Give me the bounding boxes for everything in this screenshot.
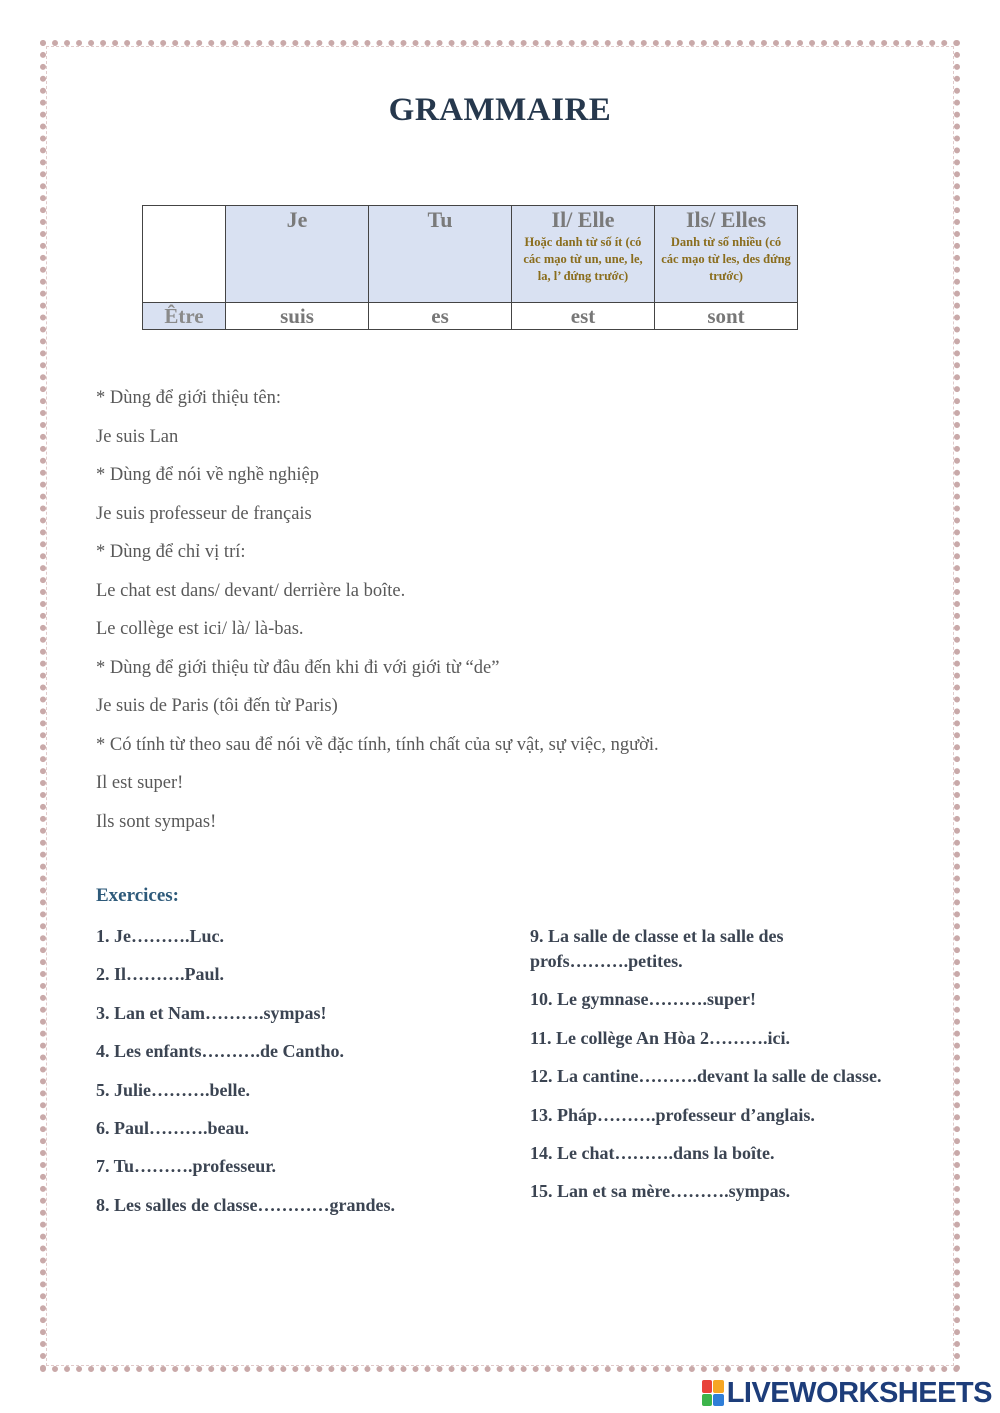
explanation-line: Il est super! (96, 773, 184, 793)
header-je (226, 206, 369, 303)
form-cell: sont (655, 303, 798, 330)
pronoun-label: Je (286, 207, 308, 232)
exercise-item: 11. Le collège An Hòa 2……….ici. (530, 1027, 790, 1048)
explanation-line: * Dùng để nói về nghề nghiệp (96, 465, 319, 485)
form-cell: es (369, 303, 512, 330)
header-tu (369, 206, 512, 303)
logo-text: LIVEWORKSHEETS (726, 1376, 992, 1409)
header-empty-cell (143, 206, 226, 303)
table-verb-row (143, 303, 798, 330)
exercise-item: 14. Le chat……….dans la boîte. (530, 1142, 775, 1163)
exercise-item: 8. Les salles de classe…………grandes. (96, 1194, 395, 1215)
logo-tile (713, 1394, 724, 1407)
logo-tile (702, 1380, 713, 1393)
header-il-elle (512, 206, 655, 303)
exercise-item: 2. Il……….Paul. (96, 964, 225, 985)
form-cell: suis (226, 303, 369, 330)
exercise-item: 1. Je……….Luc. (96, 926, 224, 946)
explanation-line: * Dùng để giới thiệu từ đâu đến khi đi với giới từ “de” (96, 657, 500, 678)
exercise-item: 13. Pháp……….professeur d’anglais. (530, 1104, 815, 1125)
logo-icon (702, 1380, 724, 1406)
pronoun-label: Ils/ Elles (685, 207, 767, 232)
pronoun-label: Il/ Elle (551, 207, 615, 232)
form-cell: est (512, 303, 655, 330)
logo-tile (702, 1394, 713, 1407)
exercises-right-column (530, 924, 890, 1218)
exercise-item: 7. Tu……….professeur. (96, 1156, 277, 1177)
exercise-item: 4. Les enfants……….de Cantho. (96, 1041, 345, 1062)
conjugation-table (142, 205, 798, 330)
explanation-line: Je suis professeur de français (96, 503, 312, 524)
exercise-item: 5. Julie……….belle. (96, 1079, 250, 1100)
explanation-line: * Dùng để giới thiệu tên: (96, 388, 281, 408)
explanation-line: * Có tính từ theo sau để nói về đặc tính, tính chất của sự vật, sự việc, người. (96, 734, 659, 755)
exercise-item: 10. Le gymnase……….super! (530, 989, 756, 1010)
explanation-line: Je suis Lan (96, 426, 179, 447)
exercises-left-column (96, 924, 496, 1231)
exercise-item: 9. La salle de classe et la salle des profs……….petites. (530, 926, 784, 971)
pronoun-note: Hoặc danh từ số ít (có các mạo từ un, une, le, la, l’ đứng trước) (523, 235, 643, 283)
verb-cell: Être (143, 303, 226, 330)
header-ils-elles (655, 206, 798, 303)
explanation-line: Je suis de Paris (tôi đến từ Paris) (96, 696, 338, 716)
exercise-item: 3. Lan et Nam……….sympas! (96, 1002, 327, 1023)
explanation-list (96, 384, 659, 846)
explanation-line: Ils sont sympas! (96, 811, 217, 832)
table-header-row (143, 206, 798, 303)
exercise-item: 12. La cantine……….devant la salle de classe. (530, 1066, 882, 1087)
explanation-line: * Dùng để chỉ vị trí: (96, 542, 246, 562)
exercises-title: Exercices: (96, 885, 179, 906)
page-title: GRAMMAIRE (388, 92, 612, 128)
exercise-item: 6. Paul……….beau. (96, 1117, 250, 1138)
explanation-line: Le chat est dans/ devant/ derrière la boîte. (96, 580, 406, 601)
logo-tile (713, 1380, 724, 1393)
exercise-item: 15. Lan et sa mère……….sympas. (530, 1181, 791, 1202)
explanation-line: Le collège est ici/ là/ là-bas. (96, 619, 304, 639)
pronoun-label: Tu (427, 207, 453, 232)
liveworksheets-logo (702, 1377, 992, 1409)
pronoun-note: Danh từ số nhiều (có các mạo từ les, des đứng trước) (661, 235, 791, 283)
